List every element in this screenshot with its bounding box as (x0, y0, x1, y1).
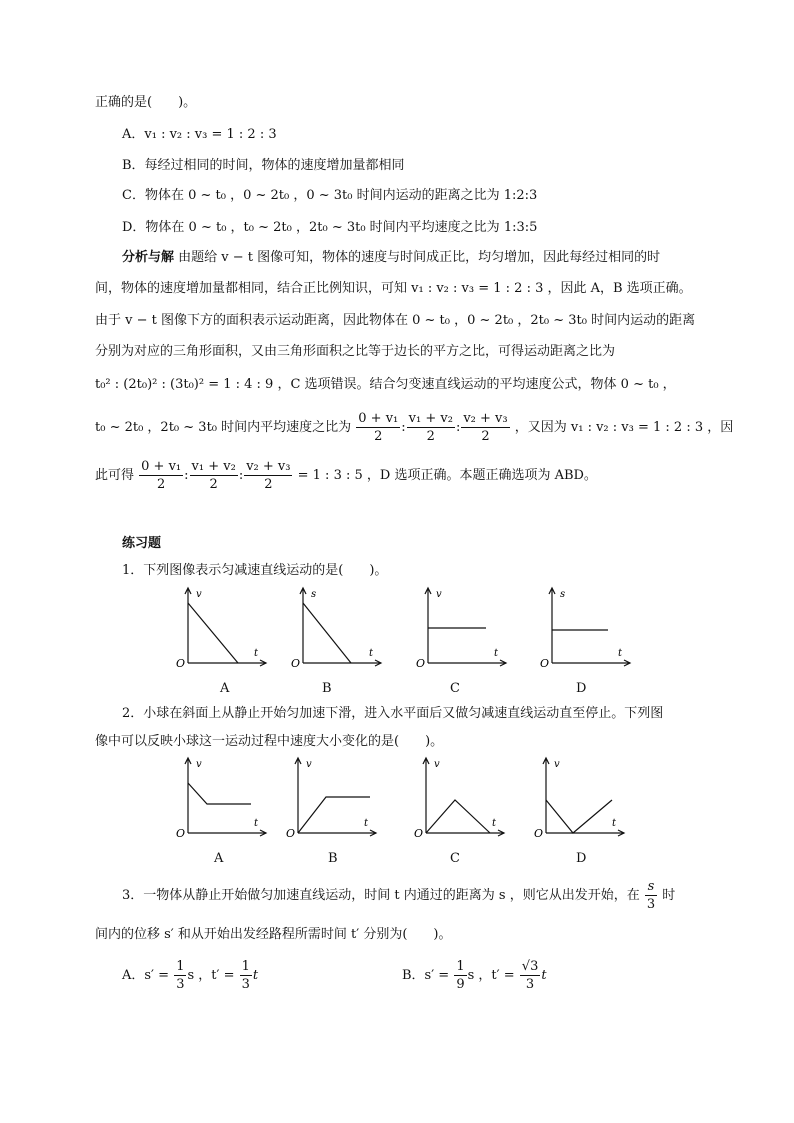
x-axis-label: t (369, 648, 374, 659)
option-a: A．v₁ : v₂ : v₃ = 1 : 2 : 3 (122, 127, 277, 142)
question-3-line-1 (122, 880, 675, 911)
fraction (244, 460, 292, 491)
q1-graph-c (410, 585, 510, 685)
origin-label: O (540, 657, 550, 670)
fraction-numerator: 0 + v₁ (358, 411, 399, 426)
fraction (645, 880, 657, 911)
fraction-numerator: v₁ + v₂ (191, 459, 236, 474)
q1-caption-a: A (220, 681, 230, 696)
fraction-denominator: 2 (426, 429, 435, 444)
fraction (461, 412, 509, 443)
x-axis-label: t (254, 648, 259, 659)
x-axis-label: t (612, 818, 617, 829)
fraction-denominator: 2 (481, 429, 490, 444)
q3-option-a-prefix: A．s′ = (122, 968, 170, 983)
origin-label: O (176, 827, 186, 840)
y-axis-label: v (196, 589, 202, 600)
y-axis-label: v (436, 589, 442, 600)
fraction-numerator: v₂ + v₃ (463, 411, 508, 426)
fraction (454, 960, 466, 991)
analysis-line-7-start: 此可得 (95, 468, 135, 483)
question-3-line-2: 间内的位移 s′ 和从开始出发经路程所需时间 t′ 分别为( )。 (95, 927, 452, 942)
analysis-line-5: t₀² : (2t₀)² : (3t₀)² = 1 : 4 : 9 ，C 选项错误。结合匀变速直线运动的平均速度公式，物体 0 ~ t₀ ， (95, 377, 676, 392)
fraction-numerator: v₁ + v₂ (408, 411, 453, 426)
fraction-denominator: 2 (264, 477, 273, 492)
q3-option-b-end: t (541, 968, 547, 983)
fraction-denominator: 3 (241, 977, 250, 992)
x-axis-label: t (254, 818, 259, 829)
graph-line (298, 797, 370, 833)
x-axis-label: t (492, 818, 497, 829)
analysis-line-1 (122, 251, 660, 264)
q1-graph-a (170, 585, 270, 685)
fraction-denominator: 2 (209, 477, 218, 492)
fraction (356, 412, 400, 443)
fraction (407, 412, 455, 443)
y-axis-label: s (311, 589, 317, 600)
x-axis-label: t (618, 648, 623, 659)
analysis-line-6-end: ，又因为 v₁ : v₂ : v₃ = 1 : 2 : 3 ，因 (514, 420, 734, 435)
q1-graph-b (285, 585, 385, 685)
origin-label: O (416, 657, 426, 670)
option-d: D．物体在 0 ~ t₀ ，t₀ ~ 2t₀ ，2t₀ ~ 3t₀ 时间内平均速度之比为 1:3:5 (122, 220, 538, 235)
y-axis-label: s (560, 589, 566, 600)
origin-label: O (414, 827, 424, 840)
q2-caption-d: D (576, 851, 587, 866)
analysis-line-6: t₀ ~ 2t₀ ，2t₀ ~ 3t₀ 时间内平均速度之比为 $\frac{\text{0 + v₁}}{2}$ : $\frac{\text{v₁ + v₂}}{2}$ : $\frac{\text{v₂ + v₃}}{2}$ ，又因为 v₁ : v₂ : v₃ = 1 : 2 : 3 ，因 (95, 411, 734, 444)
fraction-denominator: 2 (374, 429, 383, 444)
origin-label: O (534, 827, 544, 840)
y-axis-label: v (196, 759, 202, 770)
analysis-line-7-end: = 1 : 3 : 5 ，D 选项正确。本题正确选项为 ABD。 (297, 468, 597, 483)
question-3-line-1-end: 时 (662, 888, 676, 903)
q3-option-a-mid: s ，t′ = (187, 968, 235, 983)
q3-option-b (402, 960, 547, 991)
y-axis-label: v (554, 759, 560, 770)
q2-graph-c (408, 755, 508, 855)
x-axis-label: t (494, 648, 499, 659)
stem-end: 正确的是( )。 (95, 95, 197, 110)
fraction (190, 460, 238, 491)
q2-graph-d (528, 755, 628, 855)
x-axis-label: t (364, 818, 369, 829)
question-2-line-2: 像中可以反映小球这一运动过程中速度大小变化的是( )。 (95, 734, 444, 749)
question-1: 1．下列图像表示匀减速直线运动的是( )。 (122, 563, 388, 578)
fraction-denominator: 2 (157, 477, 166, 492)
analysis-line-7: 此可得 $\frac{\text{0 + v₁}}{2}$ : $\frac{\text{v₁ + v₂}}{2}$ : $\frac{\text{v₂ + v₃}}{2}$ = 1 : 3 : 5 ，D 选项正确。本题正确选项为 ABD。 (95, 459, 597, 492)
origin-label: O (286, 827, 296, 840)
graph-line (188, 603, 238, 663)
fraction-denominator: 9 (456, 977, 465, 992)
fraction (174, 960, 186, 991)
graph-line (303, 603, 351, 663)
analysis-line-6-start: t₀ ~ 2t₀ ，2t₀ ~ 3t₀ 时间内平均速度之比为 (95, 420, 352, 435)
analysis-line-4: 分别为对应的三角形面积，又由三角形面积之比等于边长的平方之比，可得运动距离之比为 (95, 344, 616, 359)
analysis-heading: 分析与解 (122, 250, 175, 265)
option-b: B．每经过相同的时间，物体的速度增加量都相同 (122, 158, 405, 173)
graph-line (426, 800, 490, 833)
q3-option-b-mid: s ，t′ = (467, 968, 515, 983)
fraction-denominator: 3 (176, 977, 185, 992)
q3-option-a-end: t (252, 968, 259, 983)
question-2-line-1: 2．小球在斜面上从静止开始匀加速下滑，进入水平面后又做匀减速直线运动直至停止。下列图 (122, 706, 664, 721)
analysis-line-3: 由于 v − t 图像下方的面积表示运动距离，因此物体在 0 ~ t₀ ，0 ~ 2t₀ ，2t₀ ~ 3t₀ 时间内运动的距离 (95, 313, 696, 328)
q1-caption-b: B (322, 681, 332, 696)
practice-heading: 练习题 (122, 536, 162, 551)
q2-caption-a: A (214, 851, 224, 866)
fraction-numerator: 1 (176, 959, 185, 974)
fraction (520, 960, 541, 991)
fraction-numerator: v₂ + v₃ (246, 459, 291, 474)
fraction (240, 960, 252, 991)
q1-graph-d (534, 585, 634, 685)
fraction-numerator: 1 (241, 959, 250, 974)
fraction-numerator: 1 (456, 959, 465, 974)
y-axis-label: v (434, 759, 440, 770)
analysis-text-1: 由题给 v − t 图像可知，物体的速度与时间成正比，均匀增加，因此每经过相同的时 (178, 250, 661, 265)
q2-caption-c: C (450, 851, 460, 866)
fraction (139, 460, 183, 491)
q1-caption-d: D (576, 681, 587, 696)
q2-graph-b (280, 755, 380, 855)
graph-line (188, 783, 251, 804)
option-c: C．物体在 0 ~ t₀ ，0 ~ 2t₀ ，0 ~ 3t₀ 时间内运动的距离之比为 1:2:3 (122, 188, 538, 203)
analysis-line-2: 间，物体的速度增加量都相同，结合正比例知识，可知 v₁ : v₂ : v₃ = 1 : 2 : 3 ，因此 A，B 选项正确。 (95, 281, 692, 296)
q3-option-b-prefix: B．s′ = (402, 968, 450, 983)
q3-option-a (122, 960, 258, 991)
fraction-numerator: s (645, 880, 657, 896)
y-axis-label: v (306, 759, 312, 770)
origin-label: O (291, 657, 301, 670)
graph-line (546, 800, 612, 833)
q1-caption-c: C (450, 681, 460, 696)
fraction-numerator: √3 (521, 959, 539, 974)
origin-label: O (176, 657, 186, 670)
fraction-denominator: 3 (646, 897, 656, 912)
fraction-numerator: 0 + v₁ (141, 459, 182, 474)
q2-caption-b: B (328, 851, 338, 866)
question-3-line-1-start: 3．一物体从静止开始做匀加速直线运动，时间 t 内通过的距离为 s ，则它从出发开始，在 (122, 888, 640, 903)
fraction-denominator: 3 (525, 977, 535, 992)
q2-graph-a (170, 755, 270, 855)
